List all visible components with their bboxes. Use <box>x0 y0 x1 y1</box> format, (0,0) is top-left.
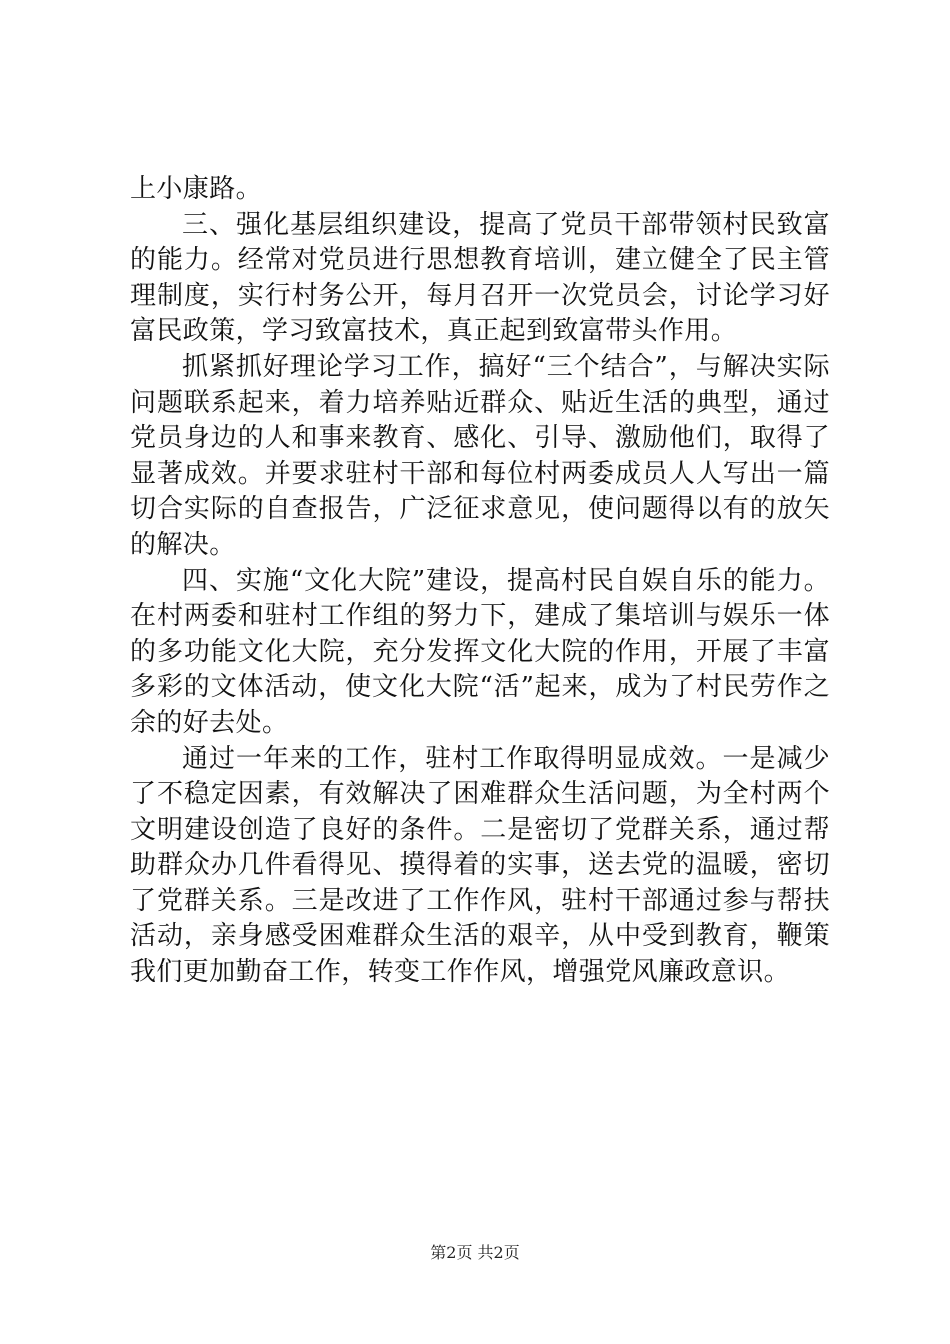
paragraph-section-four: 四、实施“文化大院”建设，提高村民自娱自乐的能力。在村两委和驻村工作组的努力下，建成了集培训与娱乐一体的多功能文化大院，充分发挥文化大院的作用，开展了丰富多彩的文体活动，使文化大院“活”起来，成为了村民劳作之余的好去处。 <box>130 565 830 738</box>
document-body <box>130 172 830 991</box>
page-number-footer: 第2页 共2页 <box>430 1243 520 1262</box>
paragraph-theory-study: 抓紧抓好理论学习工作，搞好“三个结合”，与解决实际问题联系起来，着力培养贴近群众、贴近生活的典型，通过党员身边的人和事来教育、感化、引导、激励他们，取得了显著成效。并要求驻村干部和每位村两委成员人人写出一篇切合实际的自查报告，广泛征求意见，使问题得以有的放矢的解决。 <box>130 351 830 560</box>
paragraph-results-summary: 通过一年来的工作，驻村工作取得明显成效。一是减少了不稳定因素，有效解决了困难群众生活问题，为全村两个文明建设创造了良好的条件。二是密切了党群关系，通过帮助群众办几件看得见、摸得着的实事，送去党的温暖，密切了党群关系。三是改进了工作作风，驻村干部通过参与帮扶活动，亲身感受困难群众生活的艰辛，从中受到教育，鞭策我们更加勤奋工作，转变工作作风，增强党风廉政意识。 <box>130 743 830 988</box>
paragraph-continuation: 上小康路。 <box>130 174 263 204</box>
paragraph-section-three: 三、强化基层组织建设，提高了党员干部带领村民致富的能力。经常对党员进行思想教育培训，建立健全了民主管理制度，实行村务公开，每月召开一次党员会，讨论学习好富民政策，学习致富技术，真正起到致富带头作用。 <box>130 209 830 347</box>
